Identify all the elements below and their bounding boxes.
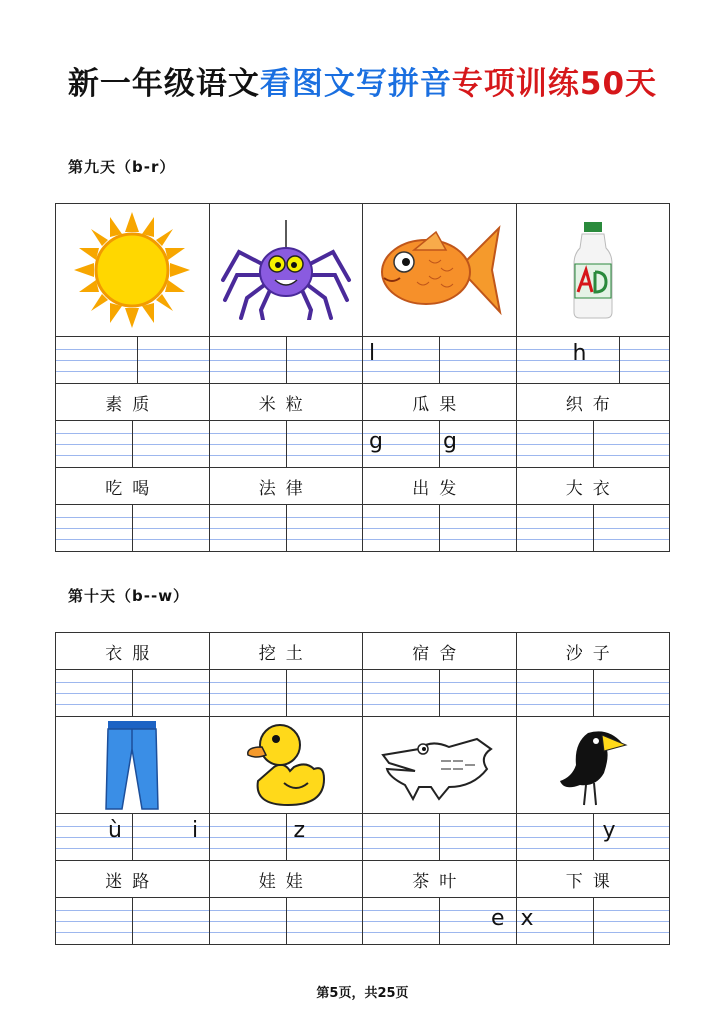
handwritten-letter: x [520,906,534,931]
word-cell: 法律 [209,468,363,505]
day9-label: 第九天（b-r） [68,158,176,176]
writing-lines [516,421,670,468]
word-cell: 衣服 [56,633,210,670]
crocodile-icon [379,725,499,805]
word-cell: 吃喝 [56,468,210,505]
handwritten-letter: y [602,818,616,843]
word-cell: 挖土 [209,633,363,670]
day10-image-crow [516,717,670,814]
handwritten-letter: e [491,906,505,931]
writing-lines [209,670,363,717]
handwritten-letter: h [572,341,587,366]
handwritten-letter: g [443,429,457,454]
day10-table [55,632,670,945]
writing-lines [363,337,517,384]
word-cell: 瓜果 [363,384,517,421]
writing-lines [363,898,517,945]
word-cell: 娃娃 [209,861,363,898]
writing-lines [516,337,670,384]
writing-lines [363,814,517,861]
page-title [0,58,725,103]
day9-image-sun [56,204,210,337]
writing-lines [516,814,670,861]
writing-lines [209,814,363,861]
writing-lines [363,670,517,717]
title-part2: 看图文写拼音 [259,66,452,102]
writing-lines [56,505,210,552]
day10-image-duck [209,717,363,814]
title-part1: 新一年级语文 [67,66,260,102]
writing-lines [56,898,210,945]
writing-lines [56,670,210,717]
word-cell: 织布 [516,384,670,421]
writing-lines [363,421,517,468]
title-part3: 专项训练50天 [451,66,658,102]
writing-lines [209,337,363,384]
day10-image-jeans [56,717,210,814]
handwritten-letter: z [293,818,306,843]
milk-bottle-icon [568,220,618,320]
writing-lines [209,505,363,552]
duck-icon [244,721,328,809]
spider-icon [219,220,353,320]
word-cell: 素质 [56,384,210,421]
handwritten-letter: g [369,429,383,454]
word-cell: 迷路 [56,861,210,898]
handwritten-letter: i [192,818,199,843]
day9-image-fish [363,204,517,337]
day10-image-crocodile [363,717,517,814]
handwritten-letter: ù [108,818,122,843]
page-footer: 第5页，共25页 [316,986,409,1001]
word-cell: 米粒 [209,384,363,421]
fish-icon [374,220,504,320]
day9-image-milk [516,204,670,337]
day9-image-spider [209,204,363,337]
writing-lines [363,505,517,552]
writing-lines [516,505,670,552]
writing-lines [209,898,363,945]
day10-label: 第十天（b--w） [68,587,190,605]
word-cell: 出发 [363,468,517,505]
crow-icon [558,721,628,809]
writing-lines [56,337,210,384]
jeans-icon [102,719,162,811]
sun-icon [72,210,192,330]
day9-table [55,203,670,552]
word-cell: 下课 [516,861,670,898]
writing-lines [56,814,210,861]
word-cell: 沙子 [516,633,670,670]
writing-lines [209,421,363,468]
word-cell: 茶叶 [363,861,517,898]
writing-lines [516,898,670,945]
word-cell: 宿舍 [363,633,517,670]
writing-lines [56,421,210,468]
writing-lines [516,670,670,717]
word-cell: 大衣 [516,468,670,505]
handwritten-letter: l [369,341,376,366]
